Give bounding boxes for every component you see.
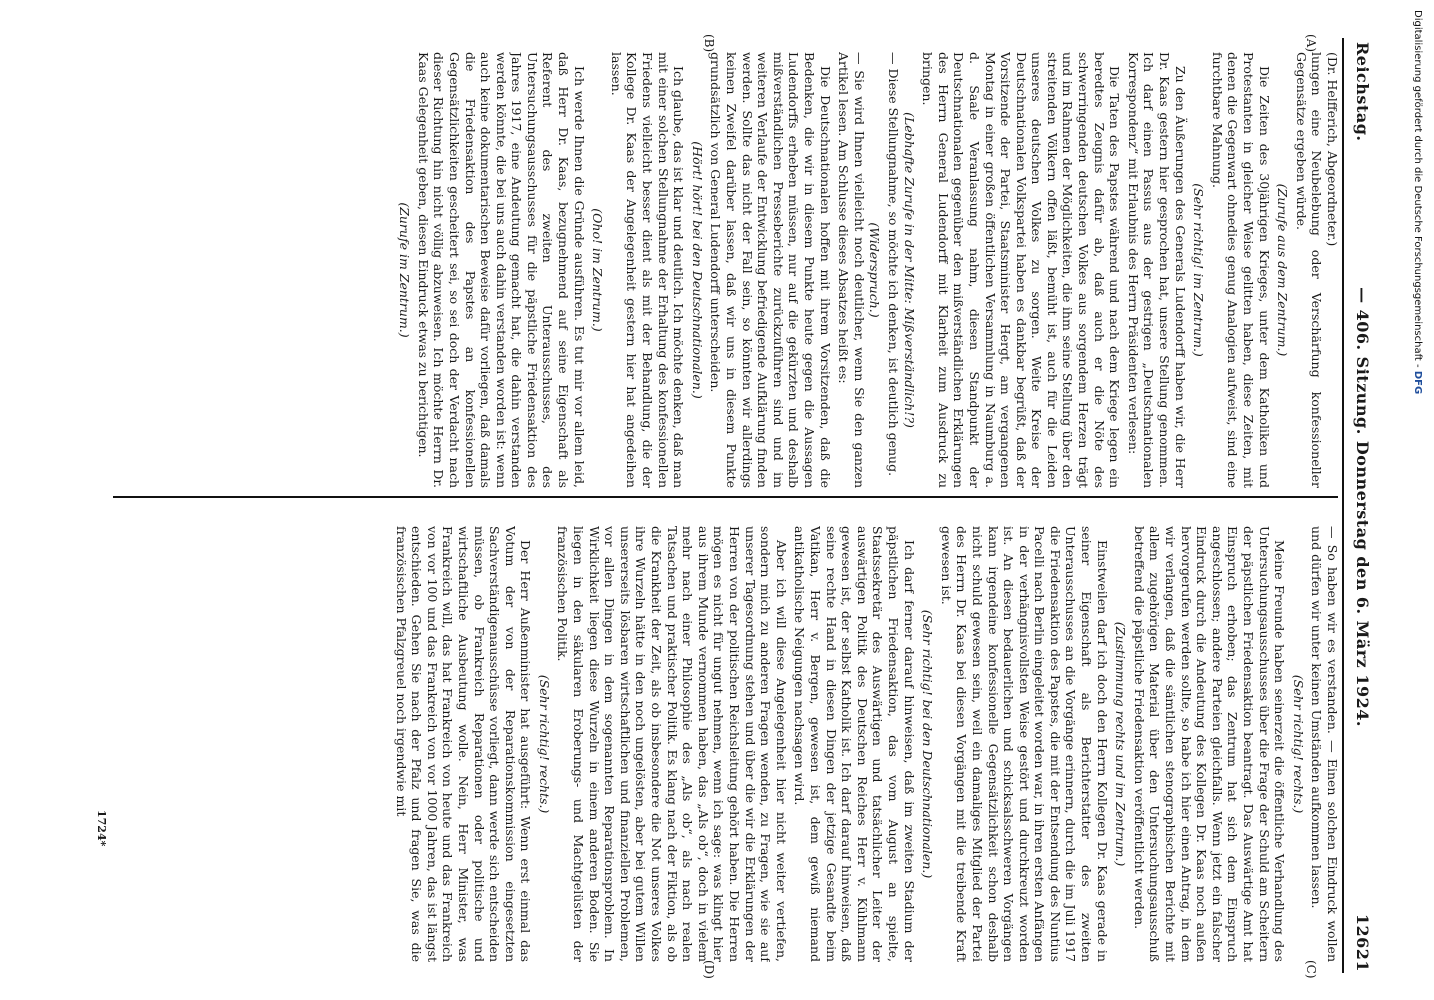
interjection: (Oho! im Zentrum.) bbox=[590, 208, 606, 332]
paragraph: Aber ich will diese Angelegenheit hier nicht weiter vertiefen, sondern mich zu anderen Fragen wenden, zu Fragen, wie sie auf unserer Tagesordnung stehen und über die wir die Erklärungen der Herren von der politischen Reichsleitung gehört haben. Die Herren mögen es nicht für ungut nehmen, wenn ich sage: was klingt hier aus ihrem Munde vernommen haben, das „Als ob“, doch in vielem mehr nach einer Philosophie des „Als ob“, als nach realen Tatsachen und praktischer Politik. Es klang nach der Fiktion, als ob die Krankheit der Zeit, als ob insbesondere die Not unseres Volkes ihre Wurzeln hätte in den noch ungelösten, aber bei gutem Willen unsererseits lösbaren wirtschaftlichen und finanziellen Problemen, vor allen Dingen in dem sogenannten Reparationsproblem. In Wirklichkeit liegen diese Wurzeln in einem anderen Boden. Sie liegen in den säkularen Eroberungs- und Machtgelüsten der französischen Politik. bbox=[555, 526, 789, 962]
header-rule bbox=[1342, 38, 1344, 973]
column-divider bbox=[113, 496, 1338, 498]
credit-text: Digitalisierung gefördert durch die Deutsche Forschungsgemeinschaft - bbox=[1412, 10, 1423, 368]
header-session-date: — 406. Sitzung. Donnerstag den 6. März 1924. bbox=[1353, 287, 1372, 727]
margin-mark-a: (A) bbox=[1304, 34, 1318, 53]
interjection: (Zustimmung rechts und im Zentrum.) bbox=[1113, 621, 1129, 867]
paragraph: Die Taten des Papstes während und nach dem Kriege legen ein beredtes Zeugnis dafür ab, daß auch er die Nöte des schwerringenden deutschen Volkes aus sorgendem Herzen trägt und im Rahmen der Möglichkeiten, die ihm seine Stellung über den streitenden Völkern offen läßt, bemüht ist, auch für die Leiden unseres deutschen Volkes zu sorgen. Weite Kreise der Deutschnationalen Volkspartei haben es dankbar begrüßt, daß der Vorsitzende der Partei, Staatsminister Hergt, am vergangenen Montag in einer großen öffentlichen Versammlung in Naumburg a. d. Saale Veranlassung nahm, diesen Standpunkt der Deutschnationalen gegenüber den mißverständlichen Erklärungen des Herrn General Ludendorff mit Klarheit zum Ausdruck zu bringen. bbox=[920, 52, 1123, 488]
dfg-logo: DFG bbox=[1412, 370, 1423, 395]
paragraph: — Sie wird Ihnen vielleicht noch deutlicher, wenn Sie den ganzen Artikel lesen. Am Schlusse dieses Absatzes heißt es: bbox=[836, 52, 867, 488]
paragraph: Zu den Äußerungen des Generals Ludendorff haben wir, die Herr Dr. Kaas gestern hier gesprochen hat, unsere Stellung genommen. Ich darf einen Passus aus der gestrigen „Deutschnationalen Korrespondenz“ mit Erlaubnis des Herrn Präsidenten verlesen: bbox=[1125, 52, 1188, 488]
paragraph: — Diese Stellungnahme, so möchte ich denken, ist deutlich genug. bbox=[885, 52, 901, 477]
paragraph: Ich werde Ihnen die Gründe ausführen. Es tut mir vor allem leid, daß Herr Dr. Kaas, bezugnehmend auf seine Eigenschaft als Referent des zweiten Unterausschusses, des Untersuchungsausschusses für die päpstliche Friedensaktion des Jahres 1917, eine Andeutung gemacht hat, die dahin verstanden werden könnte, die bei uns auch dahin verstanden worden ist: wenn auch keine dokumentarischen Beweise dafür vorliegen, daß damals die Friedensaktion des Papstes an konfessionellen Gegensätzlichkeiten gescheitert sei, so sei doch der Verdacht nach dieser Richtung hin nicht völlig abzuweisen. Ich möchte Herrn Dr. Kaas Gelegenheit geben, diesen Eindruck etwas zu berichtigen. bbox=[415, 52, 587, 488]
digitization-credit bbox=[1410, 10, 1424, 810]
interjection: (Zurufe im Zentrum.) bbox=[397, 202, 413, 338]
margin-mark-c: (C) bbox=[1304, 960, 1318, 979]
paragraph: Ich darf ferner darauf hinweisen, daß im zweiten Stadium der päpstlichen Friedensaktion, das vom August an spielte, Staatssekretär des Auswärtigen und tatsächlicher Leiter der auswärtigen Politik des Deutschen Reiches Herr v. Kühlmann gewesen ist, der selbst Katholik ist. Ich darf darauf hinweisen, daß seine rechte Hand in diesen Dingen der jetzige Gesandte beim Vatikan, Herr v. Bergen, gewesen ist, dem gewiß niemand antikatholische Neigungen nachsagen wird. bbox=[792, 526, 917, 962]
paragraph: — So haben wir es verstanden. — Einen solchen Eindruck wollen und dürfen wir unter keinen Umständen aufkommen lassen. bbox=[1309, 526, 1340, 962]
margin-mark-d: (D) bbox=[702, 960, 716, 979]
page-header bbox=[1346, 42, 1380, 972]
paragraph: Der Herr Außenminister hat ausgeführt: Wenn erst einmal das Votum der von der Reparationskommission eingesetzten Sachverständigenausschüsse vorliegt, dann werde sich entscheiden müssen, ob Frankreich Reparationen oder politische und wirtschaftliche Ausbeutung wolle. Nein, Herr Minister, was Frankreich will, das hat Frankreich von heute und das Frankreich von vor 100 und das Frankreich von vor 1000 Jahren, das ist längst entschieden. Gehen Sie nach der Pfalz und fragen Sie, was die französischen Pfalzgreuel noch irgendwie mit bbox=[393, 526, 534, 962]
interjection: (Widerspruch.) bbox=[867, 222, 883, 318]
paragraph: lungen eine Neubelebung oder Verschärfung konfessioneller Gegensätze ergeben würde. bbox=[1293, 52, 1325, 488]
paragraph: Die Deutschnationalen hoffen mit ihrem Vorsitzenden, daß die Bedenken, die wir in diesem Punkte heute gegen die Aussagen Ludendorffs erheben müssen, nur auf die gekürzten und deshalb mißverständlichen Presseberichte zurückzuführen sind und im weiteren Verlaufe der Entwicklung befriedigende Aufklärung finden werden. Sollte das nicht der Fall sein, so könnten wir allerdings keinen Zweifel darüber lassen, daß wir uns in diesem Punkte grundsätzlich von General Ludendorff unterscheiden. bbox=[708, 52, 833, 488]
interjection: (Hört! hört! bei den Deutschnationalen.) bbox=[689, 141, 705, 399]
paragraph: Meine Freunde haben seinerzeit die öffentliche Verhandlung des Untersuchungsausschusses über die Frage der Schuld am Scheitern der päpstlichen Friedensaktion beantragt. Das Auswärtige Amt hat Einspruch erhoben; das Zentrum hat sich dem Einspruch angeschlossen; andere Parteien gleichfalls. Wenn jetzt ein falscher Eindruck durch die Andeutung des Kollegen Dr. Kaas noch außen hervorgerufen werden sollte, so habe ich hier einen Antrag, in dem wir verlangen, daß die sämtlichen stenographischen Berichte mit allem zugehörigen Material über den Untersuchungsausschuß betreffend die päpstliche Friedensaktion veröffentlicht werden. bbox=[1131, 526, 1288, 962]
scanned-page bbox=[88, 10, 1388, 985]
interjection: (Sehr richtig! im Zentrum.) bbox=[1191, 183, 1207, 357]
interjection: (Lebhafte Zurufe in der Mitte: Mißverständlich!?) bbox=[901, 112, 917, 428]
interjection: (Sehr richtig! rechts.) bbox=[1290, 674, 1306, 814]
right-text-column bbox=[110, 526, 1340, 962]
margin-mark-b: (B) bbox=[702, 34, 716, 53]
paragraph: Die Zeiten des 30jährigen Krieges, unter dem Katholiken und Protestanten in gleicher Weise gelitten haben, diese Zeiten, mit denen die Gegenwart ohnedies genug Analogien aufweist, sind eine furchtbare Mahnung. bbox=[1209, 52, 1272, 488]
paragraph: Ich glaube, das ist klar und deutlich. Ich möchte denken, daß man mit einer solchen Stellungnahme der Erhaltung des konfessionellen Friedens vielleicht besser dient als mit der Behandlung, die der Kollege Dr. Kaas der Angelegenheit gestern hier hat angedeihen lassen. bbox=[608, 52, 687, 488]
paragraph: Einstweilen darf ich doch den Herrn Kollegen Dr. Kaas gerade in seiner Eigenschaft als Berichterstatter des zweiten Unterausschusses an die Vorgänge erinnern, durch die im Juli 1917 die Friedensaktion des Papstes, die mit der Entsendung des Nuntius Pacelli nach Berlin eingeleitet worden war, in ihren ersten Anfängen in der verhängnisvollsten Weise gestört und durchkreuzt worden ist. An diesen bedauerlichen und schicksalsschweren Vorgängen kann irgendeine konfessionelle Gegensätzlichkeit schon deshalb nicht schuld gewesen sein, weil ein damaliges Mitglied der Partei des Herrn Dr. Kaas bei diesen Vorgängen mit die treibende Kraft gewesen ist. bbox=[938, 526, 1110, 962]
header-institution: Reichstag. bbox=[1353, 42, 1372, 142]
interjection: (Sehr richtig! rechts.) bbox=[536, 674, 552, 814]
footer-mark: 1724* bbox=[95, 810, 108, 847]
interjection: (Zurufe aus dem Zentrum.) bbox=[1275, 183, 1291, 357]
paragraph: (Dr. Helfferich, Abgeordneter.) bbox=[1325, 52, 1340, 247]
header-page-number: 12621 bbox=[1353, 913, 1372, 972]
interjection: (Sehr richtig! bei den Deutschnationalen.) bbox=[920, 609, 936, 879]
left-text-column bbox=[110, 52, 1340, 488]
